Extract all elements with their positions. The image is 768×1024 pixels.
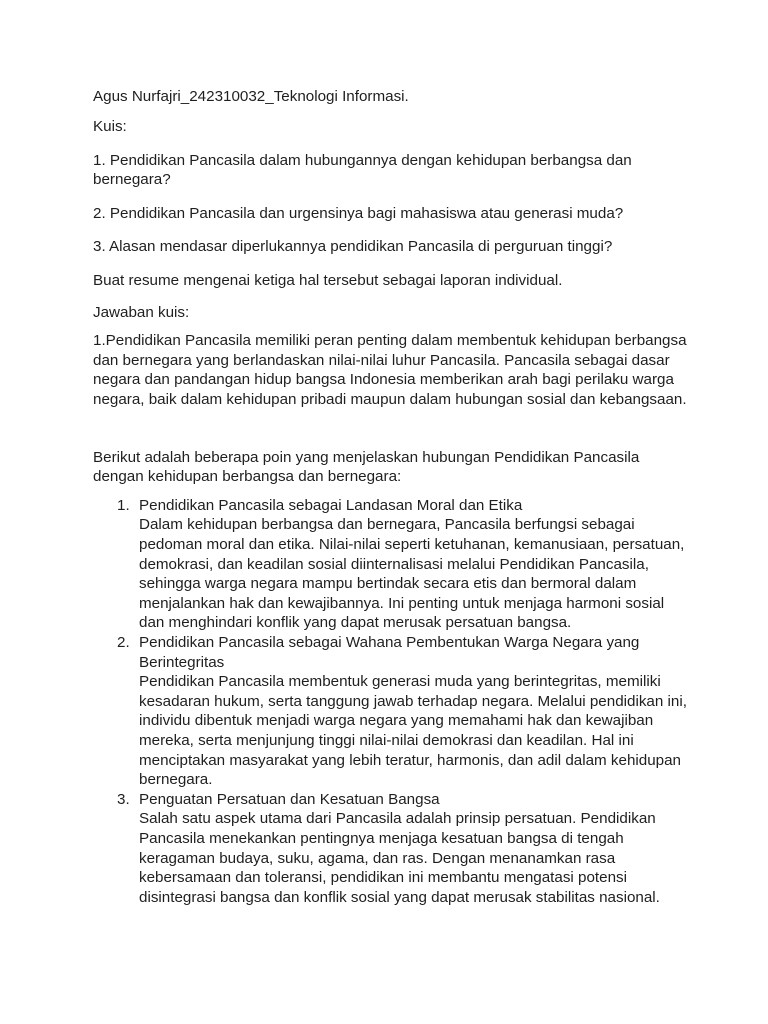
answer-paragraph-1: 1.Pendidikan Pancasila memiliki peran penting dalam membentuk kehidupan berbangsa dan bernegara yang berlandaskan nilai-nilai luhur Pancasila. Pancasila sebagai dasar negara dan pandangan hidup bangsa Indonesia memberikan arah bagi perilaku warga negara, baik dalam kehidupan pribadi maupun dalam hubungan sosial dan kebangsaan. [93, 332, 687, 409]
jawaban-label: Jawaban kuis: [93, 303, 190, 321]
points-intro: Berikut adalah beberapa poin yang menjelaskan hubungan Pendidikan Pancasila dengan kehidupan berbangsa dan bernegara: [93, 448, 640, 486]
list-item-title: Pendidikan Pancasila sebagai Landasan Moral dan Etika [139, 496, 523, 514]
points-list [93, 496, 693, 907]
list-item [93, 496, 693, 633]
list-item [93, 790, 693, 908]
list-item-title: Pendidikan Pancasila sebagai Wahana Pembentukan Warga Negara yang Berintegritas [139, 633, 640, 671]
list-item-number: 1. [117, 496, 130, 514]
list-item-body: Pendidikan Pancasila membentuk generasi muda yang berintegritas, memiliki kesadaran hukum, serta tanggung jawab terhadap negara. Melalui pendidikan ini, individu dibentuk menjadi warga negara yang memahami hak dan kewajiban mereka, serta menjunjung tinggi nilai-nilai demokrasi dan keadilan. Hal ini menciptakan masyarakat yang lebih teratur, harmonis, dan adil dalam kehidupan bernegara. [139, 673, 687, 789]
list-item-number: 3. [117, 790, 130, 808]
list-item-number: 2. [117, 633, 130, 651]
list-item-body: Salah satu aspek utama dari Pancasila adalah prinsip persatuan. Pendidikan Pancasila menekankan pentingnya menjaga kesatuan bangsa di tengah keragaman budaya, suku, agama, dan ras. Dengan menanamkan rasa kebersamaan dan toleransi, pendidikan ini membantu mengatasi potensi disintegrasi bangsa dan konflik sosial yang dapat merusak stabilitas nasional. [139, 810, 660, 906]
instruction: Buat resume mengenai ketiga hal tersebut sebagai laporan individual. [93, 272, 563, 290]
document-header: Agus Nurfajri_242310032_Teknologi Informasi. [93, 88, 409, 105]
question-3: 3. Alasan mendasar diperlukannya pendidikan Pancasila di perguruan tinggi? [93, 238, 613, 256]
list-item-body: Dalam kehidupan berbangsa dan bernegara, Pancasila berfungsi sebagai pedoman moral dan etika. Nilai-nilai seperti ketuhanan, kemanusiaan, persatuan, demokrasi, dan keadilan sosial diinternalisasi melalui Pendidikan Pancasila, sehingga warga negara mampu bertindak secara etis dan bermoral dalam menjalankan hak dan kewajibannya. Ini penting untuk menjaga harmoni sosial dan menghindari konflik yang dapat merusak persatuan bangsa. [139, 516, 685, 632]
kuis-label: Kuis: [93, 118, 127, 136]
question-2: 2. Pendidikan Pancasila dan urgensinya bagi mahasiswa atau generasi muda? [93, 204, 624, 222]
list-item-title: Penguatan Persatuan dan Kesatuan Bangsa [139, 790, 440, 808]
question-1: 1. Pendidikan Pancasila dalam hubungannya dengan kehidupan berbangsa dan bernegara? [93, 151, 632, 189]
document-page [93, 87, 693, 907]
list-item [93, 633, 693, 790]
